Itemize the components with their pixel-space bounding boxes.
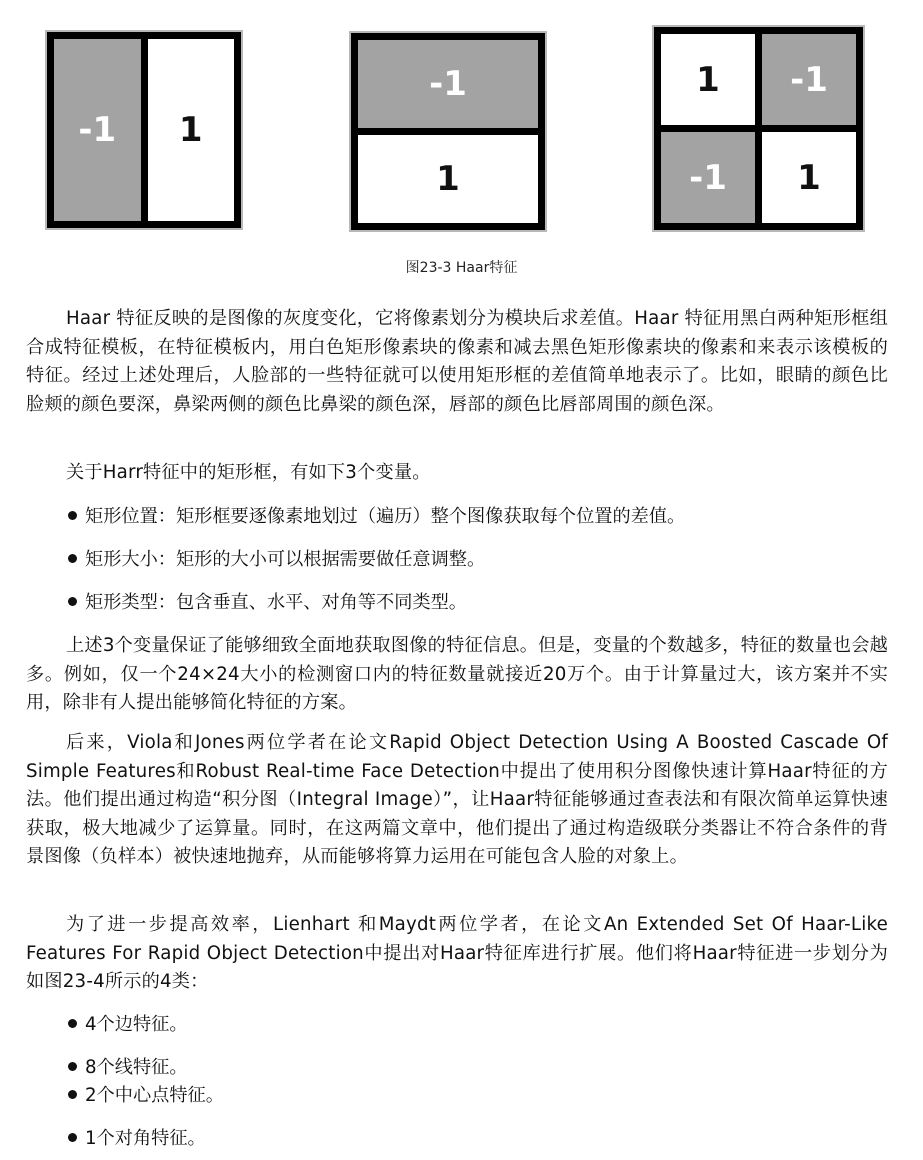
list-item-text: 矩形类型：包含垂直、水平、对角等不同类型。 <box>85 592 467 613</box>
list-item <box>68 589 467 617</box>
paragraph-viola-jones: 后来，Viola和Jones两位学者在论文Rapid Object Detection Using A Boosted Cascade Of Simple Features和Robust Real-time Face Detection中提出了使用积分图像快速计算Haar特征的方法。他们提出通过构造“积分图（Integral Image）”，让Haar特征能够通过查表法和有限次简单运算快速获取，极大地减少了运算量。同时，在这两篇文章中，他们提出了通过构造级联分类器让不符合条件的背景图像（负样本）被快速地抛弃，从而能够将算力运用在可能包含人脸的对象上。 <box>26 732 888 868</box>
list-item-text: 4个边特征。 <box>85 1014 188 1035</box>
haar-feature-figure <box>0 0 923 240</box>
bullet-icon <box>68 1090 77 1099</box>
bullet-icon <box>68 511 77 520</box>
paragraph-haar-intro: Haar 特征反映的是图像的灰度变化，它将像素划分为模块后求差值。Haar 特征用黑白两种矩形框组合成特征模板，在特征模板内，用白色矩形像素块的像素和减去黑色矩形像素块的像素和来表示该模板的特征。经过上述处理后，人脸部的一些特征就可以使用矩形框的差值简单地表示了。比如，眼睛的颜色比脸颊的颜色要深，鼻梁两侧的颜色比鼻梁的颜色深，唇部的颜色比唇部周围的颜色深。 <box>26 308 888 415</box>
haar-edge-feature <box>47 32 241 228</box>
list-item <box>68 503 685 531</box>
list-item <box>68 546 485 574</box>
positive-region: 1 <box>762 132 856 223</box>
list-item-text: 1个对角特征。 <box>85 1128 206 1149</box>
haar-line-feature <box>351 33 545 230</box>
bullet-icon <box>68 1062 77 1071</box>
negative-region: -1 <box>661 132 755 223</box>
bullet-icon <box>68 1019 77 1028</box>
positive-region: 1 <box>358 135 538 223</box>
paragraph-lienhart-maydt: 为了进一步提高效率，Lienhart 和Maydt两位学者，在论文An Extended Set Of Haar-Like Features For Rapid Object Detection中提出对Haar特征库进行扩展。他们将Haar特征进一步划分为如图23-4所示的4类： <box>26 914 888 993</box>
list-item <box>68 1125 206 1153</box>
list-item <box>68 1082 224 1110</box>
list-item-text: 矩形位置：矩形框要逐像素地划过（遍历）整个图像获取每个位置的差值。 <box>85 506 686 527</box>
list-item <box>68 1011 188 1039</box>
paragraph-variables-intro: 关于Harr特征中的矩形框，有如下3个变量。 <box>66 462 431 483</box>
list-item <box>68 1054 188 1082</box>
positive-region: 1 <box>148 39 235 221</box>
list-item-text: 矩形大小：矩形的大小可以根据需要做任意调整。 <box>85 549 486 570</box>
figure-caption: 图23-3 Haar特征 <box>405 260 518 276</box>
list-item-text: 2个中心点特征。 <box>85 1085 224 1106</box>
bullet-icon <box>68 1133 77 1142</box>
bullet-icon <box>68 597 77 606</box>
negative-region: -1 <box>54 39 141 221</box>
bullet-icon <box>68 554 77 563</box>
negative-region: -1 <box>358 40 538 128</box>
list-item-text: 8个线特征。 <box>85 1057 188 1078</box>
paragraph-feature-count: 上述3个变量保证了能够细致全面地获取图像的特征信息。但是，变量的个数越多，特征的数量也会越多。例如，仅一个24×24大小的检测窗口内的特征数量就接近20万个。由于计算量过大，该方案并不实用，除非有人提出能够简化特征的方案。 <box>26 635 888 714</box>
negative-region: -1 <box>762 34 856 125</box>
positive-region: 1 <box>661 34 755 125</box>
haar-diagonal-feature <box>654 27 863 230</box>
